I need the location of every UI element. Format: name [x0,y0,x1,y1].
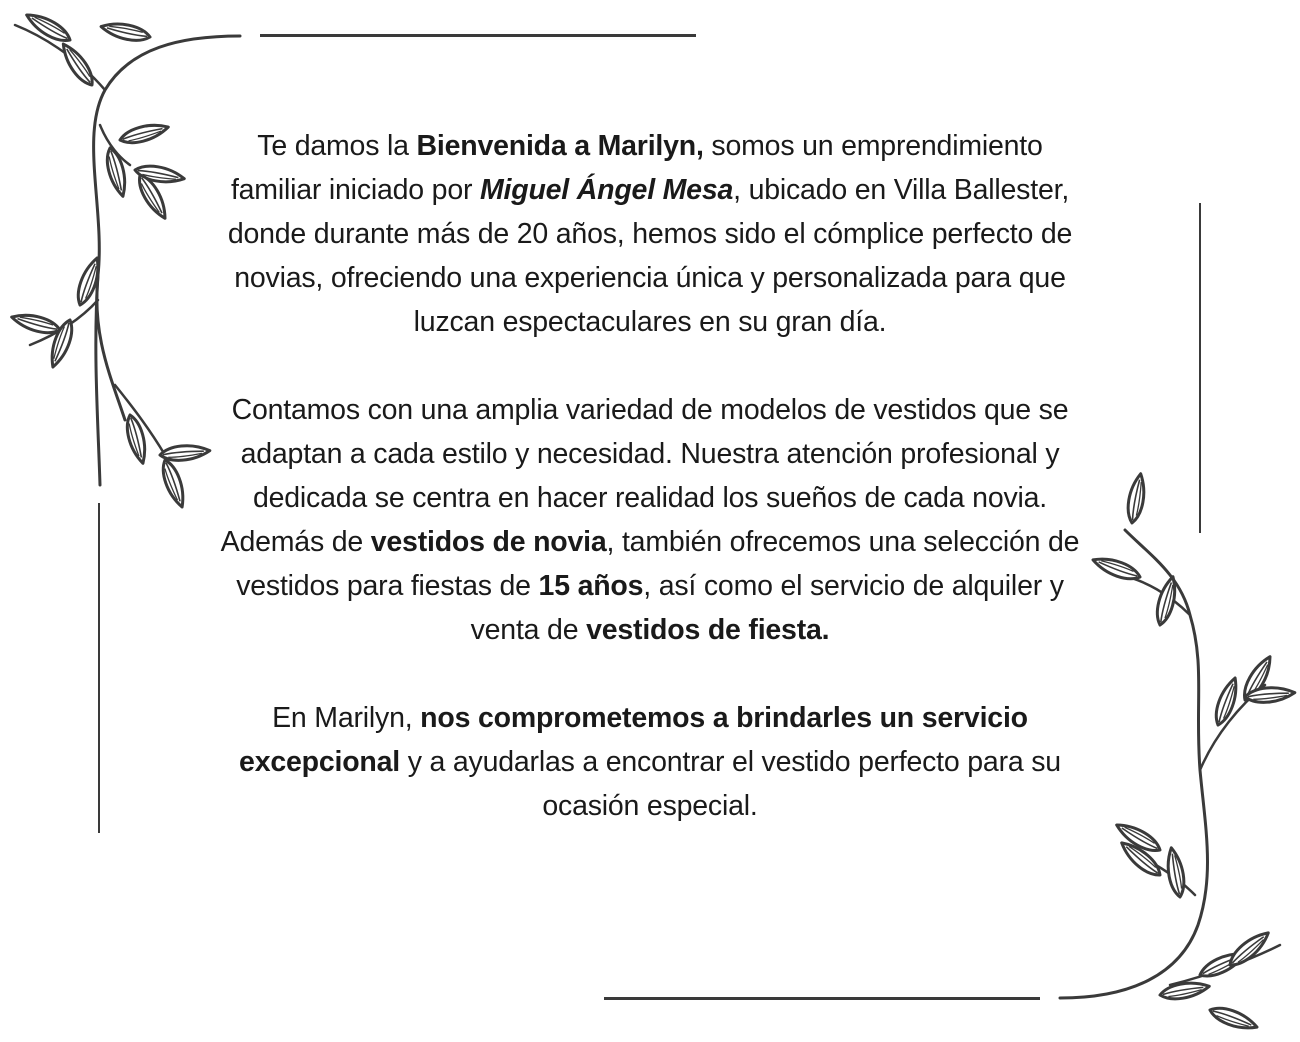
paragraph-intro [220,124,1080,344]
text-run: Contamos con una amplia variedad de modelos de vestidos que se adaptan a cada estilo y necesidad. Nuestra atención profesional y dedicada se centra en hacer realidad los sueños de cada novia. Además de [220,394,1069,558]
paragraph-services [220,388,1080,652]
bold-run: 15 años [538,570,644,602]
frame-rule-top [260,34,696,37]
welcome-text-block [220,124,1080,828]
founder-name: Miguel Ángel Mesa [479,174,734,206]
text-run: , también ofrecemos una selección de vestidos para fiestas de [236,526,1080,602]
paragraph-commitment [220,696,1080,828]
bold-run: Bienvenida a Marilyn, [416,130,704,162]
frame-rule-left [98,503,100,833]
text-run: y a ayudarlas a encontrar el vestido perfecto para su ocasión especial. [400,746,1061,822]
bold-run: vestidos de fiesta. [586,614,830,646]
text-run: , así como el servicio de alquiler y venta de [470,570,1064,646]
text-run: Te damos la [257,130,417,162]
vine-leaves-icon [0,0,250,530]
frame-rule-right [1199,203,1201,533]
text-run: somos un emprendimiento familiar iniciado por [230,130,1043,206]
frame-rule-bottom [604,997,1040,1000]
bold-run: nos comprometemos a brindarles un servicio excepcional [239,702,1028,778]
text-run: , ubicado en Villa Ballester, donde durante más de 20 años, hemos sido el cómplice perfecto de novias, ofreciendo una experiencia única y personalizada para que luzcan espectaculares en su gran día. [227,174,1073,338]
text-run: En Marilyn, [272,702,421,734]
bold-run: vestidos de novia [370,526,607,558]
